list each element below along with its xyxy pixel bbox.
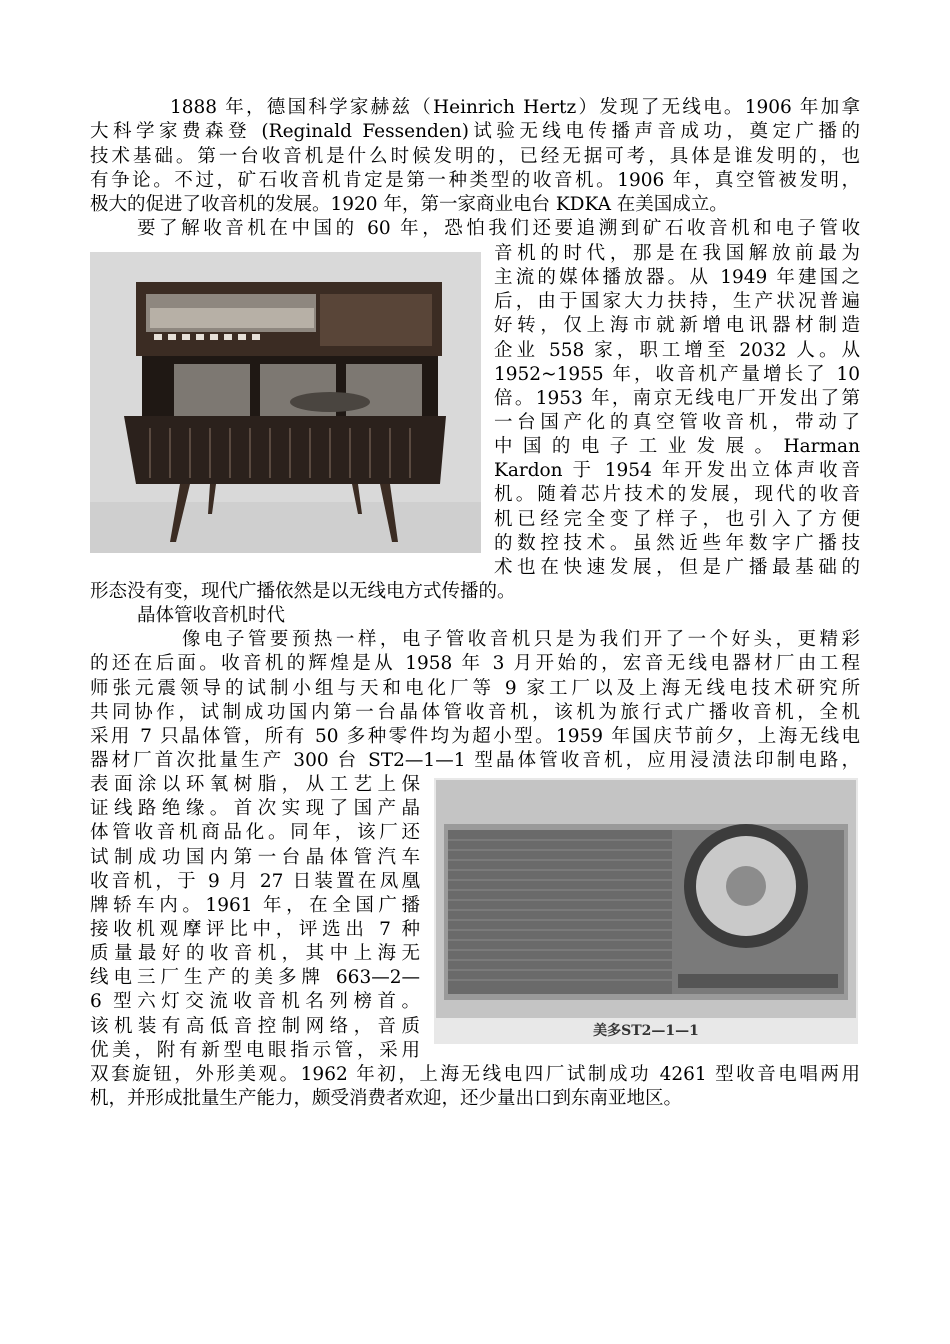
p2-side-line-8: 一台国产化的真空管收音机，带动了 [494, 412, 860, 433]
p2-line-1: 要了解收音机在中国的 60 年，恐怕我们还要追溯到矿石收音机和电子管收 [137, 218, 860, 239]
p3-end-line-2: 机，并形成批量生产能力，颇受消费者欢迎，还少量出口到东南亚地区。 [90, 1088, 683, 1109]
p1-line-3: 技术基础。第一台收音机是什么时候发明的，已经无据可考，具体是谁发明的，也 [90, 146, 860, 167]
p3-side-line-11: 该机装有高低音控制网络，音质 [90, 1016, 420, 1037]
p2-side-line-11: 机。随着芯片技术的发展，现代的收音 [494, 484, 860, 505]
transistor-radio-photo [434, 778, 858, 1044]
p3-side-line-3: 体管收音机商品化。同年，该厂还 [90, 822, 420, 843]
p3-line-1: 像电子管要预热一样，电子管收音机只是为我们开了一个好头，更精彩 [182, 629, 860, 650]
p1-line-1: 1888 年，德国科学家赫兹（Heinrich Hertz）发现了无线电。1906 年加拿 [170, 97, 860, 118]
p3-side-line-9: 线电三厂生产的美多牌 663—2— [90, 967, 420, 988]
p3-side-line-8: 质量最好的收音机，其中上海无 [90, 943, 420, 964]
p3-side-line-2: 证线路绝缘。首次实现了国产晶 [90, 798, 420, 819]
p2-side-line-12: 机已经完全变了样子，也引入了方便 [494, 509, 860, 530]
p2-side-line-13: 的数控技术。虽然近些年数字广播技 [494, 533, 860, 554]
p3-line-6: 器材厂首次批量生产 300 台 ST2—1—1 型晶体管收音机，应用浸渍法印制电路， [90, 750, 860, 771]
p3-side-line-4: 试制成功国内第一台晶体管汽车 [90, 847, 420, 868]
p2-side-line-6: 1952~1955 年，收音机产量增长了 10 [494, 364, 860, 385]
p2-end-line: 形态没有变，现代广播依然是以无线电方式传播的。 [90, 581, 516, 602]
section-heading: 晶体管收音机时代 [137, 605, 286, 626]
p2-side-line-1: 音机的时代，那是在我国解放前最为 [494, 243, 860, 264]
p3-side-line-6: 牌轿车内。1961 年，在全国广播 [90, 895, 420, 916]
p2-side-line-7: 倍。1953 年，南京无线电厂开发出了第 [494, 388, 860, 409]
p2-side-line-9: 中 国 的 电 子 工 业 发 展 。 Harman [494, 436, 860, 457]
p3-side-line-7: 接收机观摩评比中，评选出 7 种 [90, 919, 420, 940]
p3-line-2: 的还在后面。收音机的辉煌是从 1958 年 3 月开始的，宏音无线电器材厂由工程 [90, 653, 860, 674]
p1-line-4: 有争论。不过，矿石收音机肯定是第一种类型的收音机。1906 年，真空管被发明， [90, 170, 860, 191]
p3-side-line-1: 表面涂以环氧树脂，从工艺上保 [90, 774, 420, 795]
p2-side-line-2: 主流的媒体播放器。从 1949 年建国之 [494, 267, 860, 288]
p3-side-line-12: 优美，附有新型电眼指示管，采用 [90, 1040, 420, 1061]
radio-photo-caption: 美多ST2—1—1 [593, 1023, 699, 1039]
p3-line-3: 师张元震领导的试制小组与天和电化厂等 9 家工厂以及上海无线电技术研究所 [90, 678, 860, 699]
p3-side-line-5: 收音机，于 9 月 27 日装置在凤凰 [90, 871, 420, 892]
p1-line-5: 极大的促进了收音机的发展。1920 年，第一家商业电台 KDKA 在美国成立。 [90, 194, 728, 215]
p2-side-line-14: 术也在快速发展，但是广播最基础的 [494, 557, 860, 578]
p2-side-line-4: 好转，仅上海市就新增电讯器材制造 [494, 315, 860, 336]
p3-end-line-1: 双套旋钮，外形美观。1962 年初，上海无线电四厂试制成功 4261 型收音电唱两用 [90, 1064, 860, 1085]
p3-side-line-10: 6 型六灯交流收音机名列榜首。 [90, 991, 420, 1012]
p3-line-5: 采用 7 只晶体管，所有 50 多种零件均为超小型。1959 年国庆节前夕，上海无线电 [90, 726, 860, 747]
p1-line-2: 大科学家费森登 (Reginald Fessenden)试验无线电传播声音成功，奠定广播的 [90, 121, 860, 142]
p2-side-line-3: 后，由于国家大力扶持，生产状况普遍 [494, 291, 860, 312]
p2-side-line-10: Kardon 于 1954 年开发出立体声收音 [494, 460, 860, 481]
p2-side-line-5: 企业 558 家，职工增至 2032 人。从 [494, 340, 860, 361]
radio-cabinet-photo [90, 252, 481, 553]
p3-line-4: 共同协作，试制成功国内第一台晶体管收音机，该机为旅行式广播收音机，全机 [90, 702, 860, 723]
